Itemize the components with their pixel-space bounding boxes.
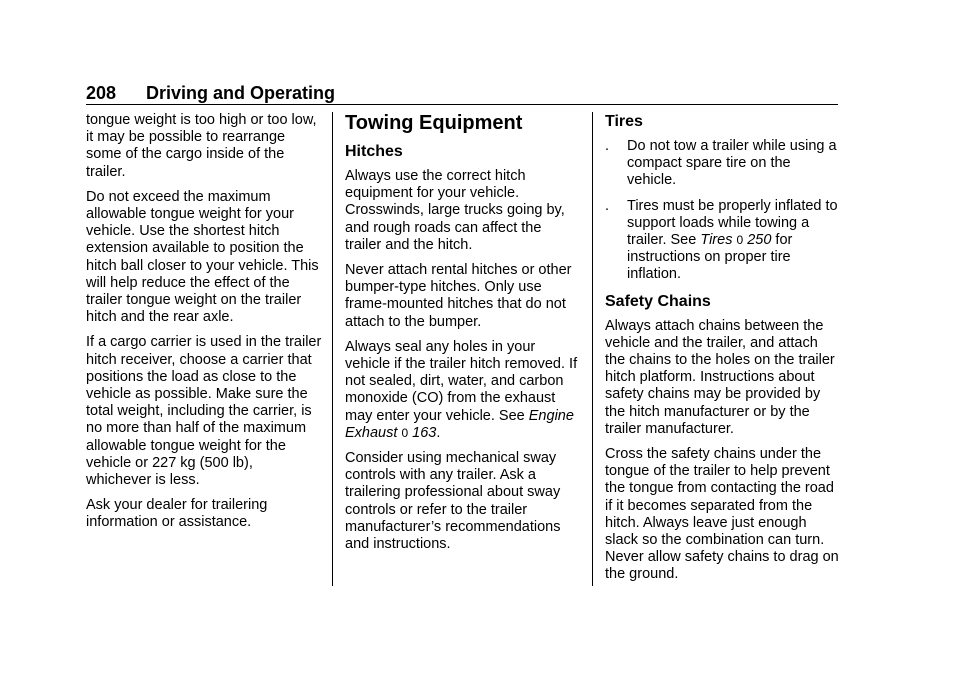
subsection-title-hitches: Hitches bbox=[345, 143, 403, 160]
header-rule bbox=[86, 104, 838, 105]
paragraph: Do not exceed the maximum allowable tongue weight for your vehicle. Use the shortest hitch extension available to position the hitch ball closer to your vehicle. This will help reduce the effect of the trailer tongue weight on the trailer hitch and the rear axle. bbox=[86, 188, 319, 326]
page-number: 208 bbox=[86, 83, 117, 103]
paragraph: Always attach chains between the vehicle and the trailer, and attach the chains to the holes on the trailer hitch platform. Instructions about safety chains may be provided by the hitch manufacturer or by the trailer manufacturer. bbox=[605, 317, 835, 437]
page-reference[interactable]: 250 bbox=[747, 232, 772, 249]
paragraph: Cross the safety chains under the tongue of the trailer to help prevent the tongue from contacting the road if it becomes separated from the hitch. Always leave just enough slack so the combination can turn. Never allow safety chains to drag on the ground. bbox=[605, 446, 839, 583]
column-3 bbox=[605, 112, 841, 592]
paragraph: If a cargo carrier is used in the trailer hitch receiver, choose a carrier that positions the load as close to the vehicle as possible. Make sure the total weight, including the carrier, is no more than half of the maximum allowable tongue weight for the vehicle or 227 kg (500 lb), whichever is less. bbox=[86, 334, 322, 489]
bullet-text-end: for instructions on proper tire inflation. bbox=[627, 232, 793, 283]
page-header bbox=[86, 83, 838, 105]
page-reference[interactable]: 163 bbox=[412, 424, 437, 441]
tires-link[interactable]: Tires bbox=[700, 232, 733, 249]
bullet-icon: . bbox=[605, 197, 610, 214]
paragraph-text: Always seal any holes in your vehicle if the trailer hitch removed. If not sealed, dirt, water, and carbon monoxide (CO) from the exhaust may enter your vehicle. See bbox=[345, 338, 578, 424]
paragraph-engine-exhaust bbox=[345, 339, 581, 442]
column-divider bbox=[332, 112, 333, 586]
bullet-text: Tires must be properly inflated to support loads while towing a trailer. See bbox=[627, 197, 838, 249]
list-item bbox=[605, 138, 841, 190]
paragraph: Never attach rental hitches or other bumper-type hitches. Only use frame-mounted hitches that do not attach to the bumper. bbox=[345, 262, 572, 330]
chapter-title: Driving and Operating bbox=[146, 83, 336, 103]
paragraph-end: . bbox=[436, 424, 441, 441]
bullet-text: Do not tow a trailer while using a compact spare tire on the vehicle. bbox=[627, 138, 837, 189]
paragraph: Consider using mechanical sway controls with any trailer. Ask a trailering professional about sway controls or refer to the trailer manufacturer’s recommendations and instructions. bbox=[345, 450, 561, 553]
column-2 bbox=[345, 112, 581, 561]
paragraph: tongue weight is too high or too low, it may be possible to rearrange some of the cargo inside of the trailer. bbox=[86, 112, 317, 180]
section-title: Towing Equipment bbox=[345, 112, 523, 134]
page-arrow-icon: 0 bbox=[401, 425, 409, 440]
bullet-icon: . bbox=[605, 138, 610, 154]
paragraph: Always use the correct hitch equipment for your vehicle. Crosswinds, large trucks going by, and rough roads can affect the trailer and the hitch. bbox=[345, 168, 565, 253]
column-1 bbox=[86, 112, 322, 540]
page-arrow-icon: 0 bbox=[736, 233, 744, 248]
engine-exhaust-link[interactable]: Engine Exhaust bbox=[345, 407, 574, 441]
column-divider bbox=[592, 112, 593, 586]
subsection-title-tires: Tires bbox=[605, 113, 643, 130]
paragraph: Ask your dealer for trailering information or assistance. bbox=[86, 497, 268, 531]
subsection-title-safety-chains: Safety Chains bbox=[605, 292, 711, 310]
list-item bbox=[605, 198, 841, 284]
